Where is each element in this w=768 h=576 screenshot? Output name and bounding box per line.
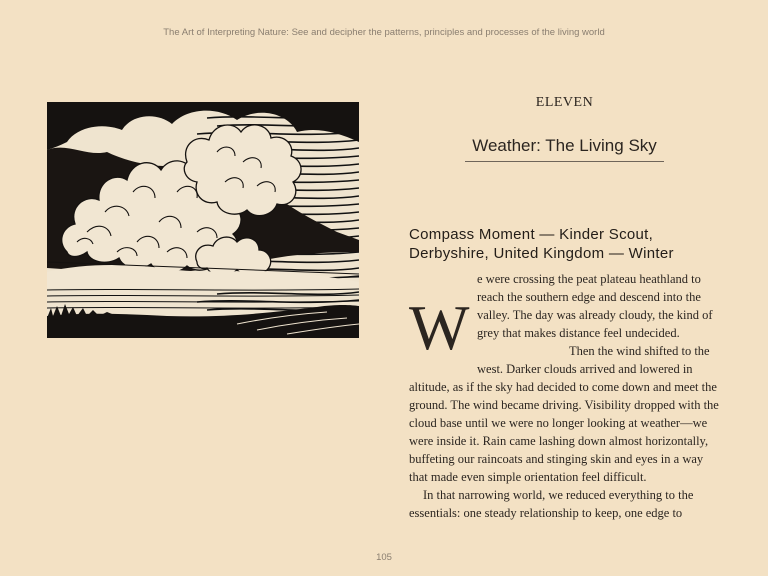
body-text [409, 270, 722, 522]
woodcut-storm-clouds-illustration [47, 102, 359, 338]
paragraph-3: In that narrowing world, we reduced everything to the essentials: one steady relationship to keep, one edge to [409, 488, 694, 520]
paragraph-2: Then the wind shifted to the west. Darker clouds arrived and lowered in altitude, as if the sky had decided to come down and meet the ground. The wind became driving. Visibility dropped with the cloud base until we were no longer looking at weather—we were inside it. Rain came lashing down almost horizontally, buffeting our raincoats and stinging skin and eyes in a way that made even simple orientation feel difficult. [409, 344, 719, 484]
chapter-title: Weather: The Living Sky [465, 136, 664, 162]
running-header: The Art of Interpreting Nature: See and decipher the patterns, principles and processes of the living world [163, 27, 605, 38]
drop-cap: W [409, 292, 470, 363]
chapter-number: ELEVEN [535, 95, 594, 110]
section-heading: Compass Moment — Kinder Scout, Derbyshire, United Kingdom — Winter [409, 226, 674, 262]
page-number: 105 [376, 552, 392, 563]
paragraph-1 [409, 270, 722, 363]
paragraph-1-text: e were crossing the peat plateau heathland to reach the southern edge and descend into the valley. The day was already cloudy, the kind of grey that makes distance feel undecided. [477, 272, 713, 340]
